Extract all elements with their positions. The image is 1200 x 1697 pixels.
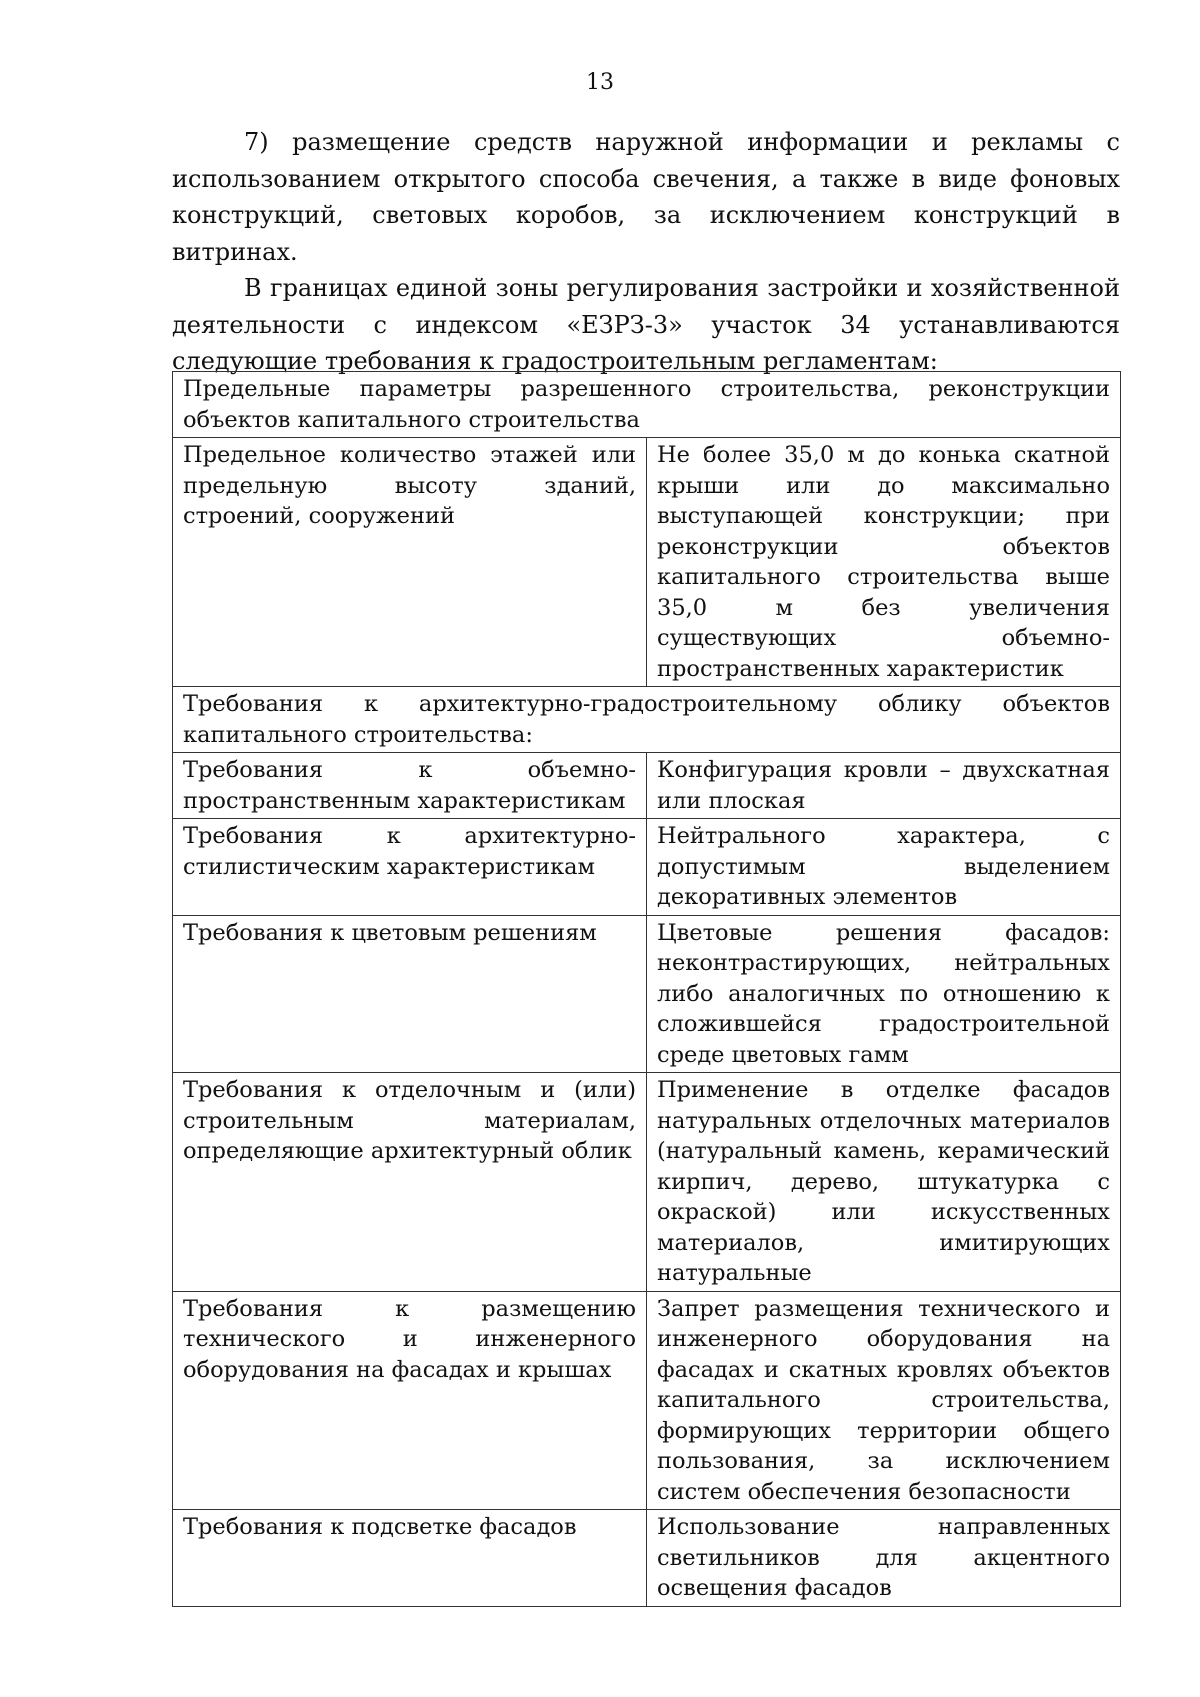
table-row <box>173 1510 1121 1607</box>
row-label: Требования к архитектурно-стилистическим характеристикам <box>173 819 647 916</box>
table-row <box>173 438 1121 687</box>
row-label: Требования к объемно-пространственным характеристикам <box>173 753 647 819</box>
section-header-architectural-requirements: Требования к архитектурно-градостроительному облику объектов капитального строительства: <box>173 687 1121 753</box>
table-row <box>173 753 1121 819</box>
regulations-table <box>172 371 1121 1607</box>
paragraph-item-7: 7) размещение средств наружной информации и рекламы с использованием открытого способа свечения, а также в виде фоновых конструкций, световых коробов, за исключением конструкций в витринах. <box>172 128 1120 266</box>
row-label: Требования к размещению технического и инженерного оборудования на фасадах и крышах <box>173 1291 647 1510</box>
row-value: Не более 35,0 м до конька скатной крыши или до максимально выступающей конструкции; при реконструкции объектов капитального строительства выше 35,0 м без увеличения существующих объемно-пространственных характеристик <box>647 438 1121 687</box>
row-value: Цветовые решения фасадов: неконтрастирующих, нейтральных либо аналогичных по отношению к сложившейся градостроительной среде цветовых гамм <box>647 915 1121 1073</box>
row-label: Требования к отделочным и (или) строительным материалам, определяющие архитектурный облик <box>173 1073 647 1292</box>
row-label: Требования к цветовым решениям <box>173 915 647 1073</box>
row-value: Конфигурация кровли – двухскатная или плоская <box>647 753 1121 819</box>
row-value: Использование направленных светильников для акцентного освещения фасадов <box>647 1510 1121 1607</box>
table-row <box>173 1291 1121 1510</box>
table-section-header <box>173 372 1121 438</box>
row-value: Запрет размещения технического и инженерного оборудования на фасадах и скатных кровлях объектов капитального строительства, формирующих территории общего пользования, за исключением систем обеспечения безопасности <box>647 1291 1121 1510</box>
section-header-limit-parameters: Предельные параметры разрешенного строительства, реконструкции объектов капитального строительства <box>173 372 1121 438</box>
paragraph-intro-requirements: В границах единой зоны регулирования застройки и хозяйственной деятельности с индексом «ЕЗРЗ-3» участок 34 устанавливаются следующие требования к градостроительным регламентам: <box>172 274 1120 375</box>
row-label: Предельное количество этажей или предельную высоту зданий, строений, сооружений <box>173 438 647 687</box>
row-value: Нейтрального характера, с допустимым выделением декоративных элементов <box>647 819 1121 916</box>
table-row <box>173 1073 1121 1292</box>
row-value: Применение в отделке фасадов натуральных отделочных материалов (натуральный камень, керамический кирпич, дерево, штукатурка с окраской) или искусственных материалов, имитирующих натуральные <box>647 1073 1121 1292</box>
table-row <box>173 915 1121 1073</box>
table-section-header <box>173 687 1121 753</box>
body-text <box>172 124 1120 380</box>
row-label: Требования к подсветке фасадов <box>173 1510 647 1607</box>
page-number: 13 <box>586 70 614 95</box>
table-row <box>173 819 1121 916</box>
